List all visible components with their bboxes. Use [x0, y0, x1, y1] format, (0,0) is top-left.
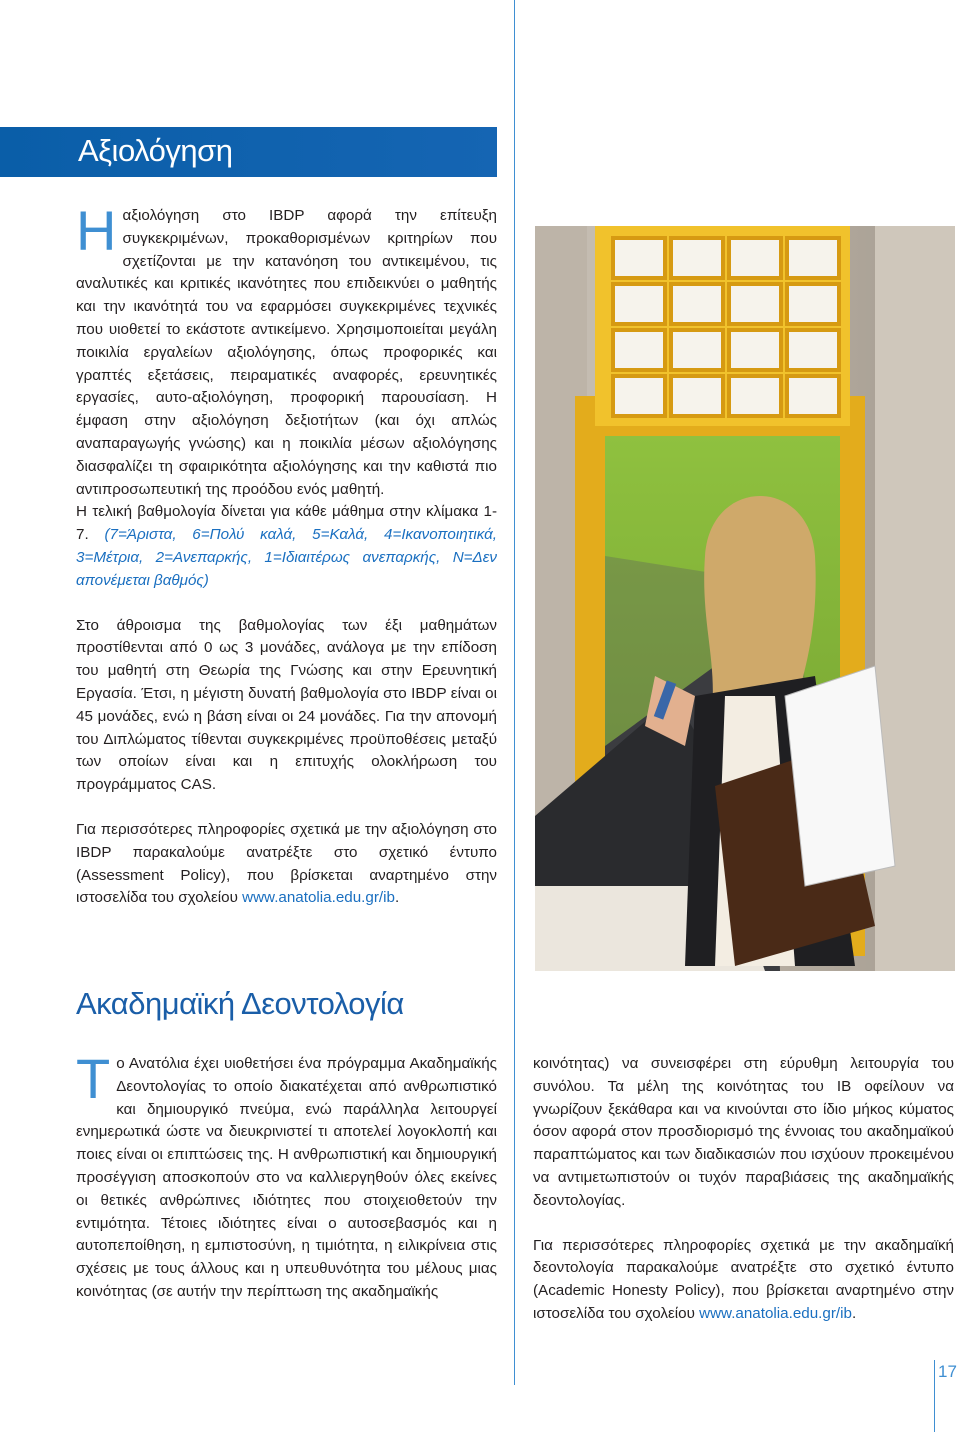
- school-link[interactable]: www.anatolia.edu.gr/ib: [242, 889, 395, 907]
- page-number-rule: [934, 1360, 935, 1432]
- grading-scale: (7=Άριστα, 6=Πολύ καλά, 5=Καλά, 4=Ικανοποιητικά, 3=Μέτρια, 2=Ανεπαρκής, 1=Ιδιαιτέρως ανεπαρκής, Ν=Δεν απονέμεται βαθμός): [76, 526, 497, 589]
- dropcap-tau: Τ: [76, 1047, 111, 1110]
- section-title-assessment: Αξιολόγηση: [78, 133, 233, 168]
- section-header-bar: [0, 127, 497, 177]
- assessment-para-3: Στο άθροισμα της βαθμολογίας των έξι μαθημάτων προστίθενται από 0 ως 3 μονάδες, ανάλογα με την επίδοση του μαθητή στη Θεωρία της Γνώσης και στην Ερευνητική Εργασία. Έτσι, η μέγιστη δυνατή βαθμολογία στο IBDP είναι οι 45 μονάδες, ενώ η βάση είναι οι 24 μονάδες. Για την απονομή του Διπλώματος τίθενται συγκεκριμένες προϋποθέσεις μεταξύ των οποίων είναι και η επιτυχής ολοκλήρωση του προγράμματος CAS.: [76, 616, 497, 794]
- school-link-2[interactable]: www.anatolia.edu.gr/ib: [699, 1304, 852, 1322]
- section-title-academic-honesty: Ακαδημαϊκή Δεοντολογία: [76, 986, 404, 1021]
- dropcap-eta: Η: [76, 199, 117, 262]
- academic-honesty-para-left: Το Ανατόλια έχει υιοθετήσει ένα πρόγραμμα Ακαδημαϊκής Δεοντολογίας το οποίο διακατέχεται από ανθρωπιστικό και δημιουργικό πνεύμα, ενώ παράλληλα λειτουργεί ενημερωτικά ώστε να διευκρινιστεί τι αποτελεί λογοκλοπή και ποιες είναι οι επιπτώσεις της. Η ανθρωπιστική και δημιουργική προσέγγιση αποσκοπούν στο να καλλιεργηθούν όλες εκείνες οι θετικές ανθρώπινες ιδιότητες που στοιχειοθετούν την εντιμότητα. Τέτοιες ιδιότητες είναι ο αυτοσεβασμός και η αυτοπεποίθηση, η εμπιστοσύνη, η τιμιότητα, η ειλικρίνεια στις σχέσεις με τους άλλους και η υπευθυνότητα του μέλους μιας κοινότητας (σε αυτήν την περίπτωση της ακαδημαϊκής: [76, 1047, 497, 1300]
- page-number: 17: [938, 1362, 957, 1381]
- academic-honesty-left-text: [76, 1047, 497, 1304]
- photo-illustration: [535, 226, 955, 971]
- academic-honesty-right-text: [533, 1053, 954, 1326]
- assessment-para-4: Για περισσότερες πληροφορίες σχετικά με την αξιολόγηση στο IBDP παρακαλούμε ανατρέξτε στο σχετικό έντυπο (Assessment Policy), που βρίσκεται αναρτημένο στην ιστοσελίδα του σχολείου www.anatolia.edu.gr/ib.: [76, 820, 497, 907]
- assessment-para-1: Ηαξιολόγηση στο IBDP αφορά την επίτευξη συγκεκριμένων, προκαθορισμένων κριτηρίων που σχετίζονται με την κατανόηση του αντικειμένου, τις αναλυτικές και κριτικές ικανότητες που επιδεικνύει ο μαθητής και την ικανότητά του να εφαρμόσει συγκεκριμένες τεχνικές που υιοθετεί το εκάστοτε αντικείμενο. Χρησιμοποιείται μεγάλη ποικιλία εργαλείων αξιολόγησης, όπως προφορικές και γραπτές εξετάσεις, πειραματικές αναφορές, ερευνητικές εργασίες, αυτο-αξιολόγηση, προφορική παρουσίαση. Η έμφαση στην αξιολόγηση δεξιοτήτων (και όχι απλώς αναπαραγωγής γνώσης) και η ποικιλία μέσων αξιολόγησης διασφαλίζει τη σφαιρικότητα αξιολόγησης και την καθιστά πιο αντιπροσωπευτική της προόδου ενός μαθητή.: [76, 199, 497, 498]
- academic-honesty-para-right: κοινότητας) να συνεισφέρει στη εύρυθμη λειτουργία του συνόλου. Τα μέλη της κοινότητας του ΙΒ οφείλουν να γνωρίζουν ξεκάθαρα και να κινούνται στο ίδιο μήκος κύματος όσον αφορά στον προσδιορισμό της έννοιας του ακαδημαϊκού παραπτώματος και των διαδικασιών που ισχύουν προκειμένου να αντιμετωπιστούν οι τυχόν παραβιάσεις της ακαδημαϊκής δεοντολογίας.: [533, 1055, 954, 1209]
- column-rule: [514, 0, 515, 1385]
- assessment-para-2: Η τελική βαθμολογία δίνεται για κάθε μάθημα στην κλίμακα 1-7. (7=Άριστα, 6=Πολύ καλά, 5=Καλά, 4=Ικανοποιητικά, 3=Μέτρια, 2=Ανεπαρκής, 1=Ιδιαιτέρως ανεπαρκής, Ν=Δεν απονέμεται βαθμός): [76, 503, 497, 589]
- classroom-photo: [535, 226, 955, 971]
- assessment-text: [76, 199, 497, 910]
- academic-honesty-para-right-2: Για περισσότερες πληροφορίες σχετικά με την ακαδημαϊκή δεοντολογία παρακαλούμε ανατρέξτε στο σχετικό έντυπο (Academic Honesty Policy), που βρίσκεται αναρτημένο στην ιστοσελίδα του σχολείου www.anatolia.edu.gr/ib.: [533, 1236, 954, 1322]
